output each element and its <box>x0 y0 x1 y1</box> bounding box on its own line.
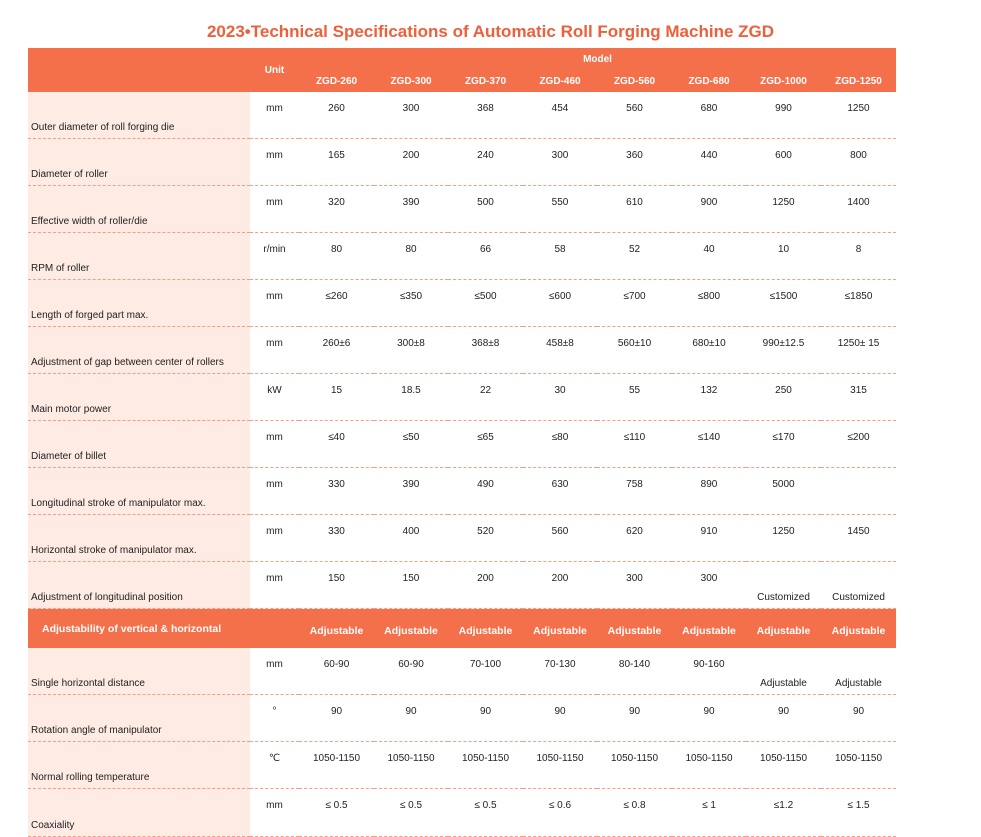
spec-value: 990±12.5 <box>746 327 821 374</box>
spec-value: 560 <box>597 92 672 139</box>
spec-value: 330 <box>299 515 374 562</box>
spec-value: 560±10 <box>597 327 672 374</box>
spec-value: 58 <box>523 233 597 280</box>
spec-value: 66 <box>448 233 523 280</box>
spec-unit: mm <box>250 327 299 374</box>
spec-value: 90 <box>746 695 821 742</box>
spec-value: 1250± 15 <box>821 327 896 374</box>
spec-row <box>28 648 896 695</box>
spec-value: 1250 <box>746 515 821 562</box>
spec-value: 240 <box>448 139 523 186</box>
spec-unit: mm <box>250 92 299 139</box>
spec-label: Outer diameter of roll forging die <box>28 92 250 139</box>
spec-value: 90 <box>821 695 896 742</box>
spec-value: 200 <box>523 562 597 609</box>
spec-value: 80 <box>299 233 374 280</box>
spec-value: 600 <box>746 139 821 186</box>
spec-unit: mm <box>250 648 299 695</box>
section-value: Adjustable <box>374 609 448 649</box>
spec-value: 400 <box>374 515 448 562</box>
spec-value: 620 <box>597 515 672 562</box>
header-model: Model <box>299 48 896 70</box>
spec-label: Coaxiality <box>28 789 250 837</box>
spec-value: 390 <box>374 468 448 515</box>
spec-value: 300 <box>374 92 448 139</box>
spec-row <box>28 515 896 562</box>
spec-value: 1050-1150 <box>746 742 821 789</box>
spec-value: 300 <box>523 139 597 186</box>
section-value: Adjustable <box>821 609 896 649</box>
spec-value: 15 <box>299 374 374 421</box>
spec-value: ≤800 <box>672 280 746 327</box>
spec-value: 300 <box>597 562 672 609</box>
spec-value: ≤1850 <box>821 280 896 327</box>
spec-value: 132 <box>672 374 746 421</box>
spec-value: 990 <box>746 92 821 139</box>
spec-label: RPM of roller <box>28 233 250 280</box>
spec-row <box>28 327 896 374</box>
spec-row <box>28 186 896 233</box>
spec-value: 90 <box>597 695 672 742</box>
page-title: 2023•Technical Specifications of Automatic Roll Forging Machine ZGD <box>206 22 775 41</box>
spec-value: 8 <box>821 233 896 280</box>
spec-value: 55 <box>597 374 672 421</box>
spec-value: ≤ 0.5 <box>374 789 448 837</box>
model-header: ZGD-260 <box>299 70 374 92</box>
spec-value: 22 <box>448 374 523 421</box>
section-value: Adjustable <box>672 609 746 649</box>
spec-value: 1050-1150 <box>448 742 523 789</box>
spec-unit: mm <box>250 139 299 186</box>
spec-value: ≤ 0.8 <box>597 789 672 837</box>
header-blank-2 <box>28 70 250 92</box>
spec-value: 440 <box>672 139 746 186</box>
spec-value: 1050-1150 <box>672 742 746 789</box>
spec-row <box>28 562 896 609</box>
spec-row <box>28 233 896 280</box>
spec-value: 90-160 <box>672 648 746 695</box>
spec-value: 360 <box>597 139 672 186</box>
spec-value: ≤40 <box>299 421 374 468</box>
spec-value: 1050-1150 <box>821 742 896 789</box>
spec-value: 1250 <box>821 92 896 139</box>
spec-value: ≤ 1.5 <box>821 789 896 837</box>
spec-row <box>28 468 896 515</box>
spec-value: 490 <box>448 468 523 515</box>
spec-value: 890 <box>672 468 746 515</box>
spec-value: 500 <box>448 186 523 233</box>
spec-value: ≤500 <box>448 280 523 327</box>
model-header: ZGD-460 <box>523 70 597 92</box>
spec-value: 680 <box>672 92 746 139</box>
spec-value: 458±8 <box>523 327 597 374</box>
spec-value: 368±8 <box>448 327 523 374</box>
spec-unit: mm <box>250 789 299 837</box>
spec-row <box>28 280 896 327</box>
spec-value: ≤600 <box>523 280 597 327</box>
model-header: ZGD-370 <box>448 70 523 92</box>
spec-label: Rotation angle of manipulator <box>28 695 250 742</box>
spec-value: 90 <box>374 695 448 742</box>
header-blank <box>28 48 250 70</box>
section-value: Adjustable <box>746 609 821 649</box>
spec-value: 900 <box>672 186 746 233</box>
spec-value: 1050-1150 <box>374 742 448 789</box>
spec-value: 260±6 <box>299 327 374 374</box>
spec-value: ≤ 0.5 <box>448 789 523 837</box>
spec-value: 1050-1150 <box>523 742 597 789</box>
spec-label: Main motor power <box>28 374 250 421</box>
spec-value: 320 <box>299 186 374 233</box>
spec-value: Adjustable <box>746 648 821 695</box>
spec-label: Length of forged part max. <box>28 280 250 327</box>
spec-label: Diameter of roller <box>28 139 250 186</box>
spec-value: ≤1500 <box>746 280 821 327</box>
spec-value: 1250 <box>746 186 821 233</box>
spec-value: 90 <box>448 695 523 742</box>
spec-value: 1400 <box>821 186 896 233</box>
section-value: Adjustable <box>448 609 523 649</box>
spec-value: ≤ 1 <box>672 789 746 837</box>
spec-value: ≤1.2 <box>746 789 821 837</box>
spec-value: ≤700 <box>597 280 672 327</box>
section-value: Adjustable <box>597 609 672 649</box>
spec-label: Normal rolling temperature <box>28 742 250 789</box>
spec-unit: ℃ <box>250 742 299 789</box>
spec-value: ≤65 <box>448 421 523 468</box>
spec-value: ≤ 0.6 <box>523 789 597 837</box>
spec-value: 40 <box>672 233 746 280</box>
spec-table-body <box>28 48 896 837</box>
model-header: ZGD-300 <box>374 70 448 92</box>
spec-unit: mm <box>250 421 299 468</box>
spec-value: 5000 <box>746 468 821 515</box>
spec-unit: kW <box>250 374 299 421</box>
spec-value: 80-140 <box>597 648 672 695</box>
spec-value: ≤50 <box>374 421 448 468</box>
spec-value: 60-90 <box>299 648 374 695</box>
spec-value: 390 <box>374 186 448 233</box>
spec-unit: mm <box>250 186 299 233</box>
spec-value: 18.5 <box>374 374 448 421</box>
spec-value: 150 <box>374 562 448 609</box>
spec-value: ≤350 <box>374 280 448 327</box>
model-header: ZGD-560 <box>597 70 672 92</box>
spec-value: 1450 <box>821 515 896 562</box>
spec-value: 30 <box>523 374 597 421</box>
spec-value: ≤140 <box>672 421 746 468</box>
section-value: Adjustable <box>523 609 597 649</box>
section-label: Adjustability of vertical & horizontal <box>28 609 299 649</box>
spec-value: 610 <box>597 186 672 233</box>
spec-row <box>28 374 896 421</box>
spec-value: 368 <box>448 92 523 139</box>
spec-value: 70-130 <box>523 648 597 695</box>
spec-value: 800 <box>821 139 896 186</box>
spec-unit: r/min <box>250 233 299 280</box>
spec-value: 90 <box>672 695 746 742</box>
model-header: ZGD-680 <box>672 70 746 92</box>
spec-row <box>28 139 896 186</box>
spec-label: Effective width of roller/die <box>28 186 250 233</box>
spec-unit: mm <box>250 515 299 562</box>
spec-value: 200 <box>374 139 448 186</box>
spec-value: ≤110 <box>597 421 672 468</box>
spec-value: ≤80 <box>523 421 597 468</box>
spec-value: 150 <box>299 562 374 609</box>
spec-value: Adjustable <box>821 648 896 695</box>
spec-value: 630 <box>523 468 597 515</box>
spec-unit: mm <box>250 280 299 327</box>
spec-row <box>28 695 896 742</box>
spec-value: 70-100 <box>448 648 523 695</box>
model-header: ZGD-1000 <box>746 70 821 92</box>
spec-value: 680±10 <box>672 327 746 374</box>
section-value: Adjustable <box>299 609 374 649</box>
spec-value: 250 <box>746 374 821 421</box>
spec-value: 560 <box>523 515 597 562</box>
spec-value: 10 <box>746 233 821 280</box>
spec-value: 300 <box>672 562 746 609</box>
spec-value: 330 <box>299 468 374 515</box>
spec-unit: ° <box>250 695 299 742</box>
spec-label: Longitudinal stroke of manipulator max. <box>28 468 250 515</box>
spec-value: Customized <box>821 562 896 609</box>
spec-value: Customized <box>746 562 821 609</box>
header-row-models <box>28 70 896 92</box>
spec-value: 454 <box>523 92 597 139</box>
spec-value: 90 <box>523 695 597 742</box>
spec-value: 80 <box>374 233 448 280</box>
spec-value: 200 <box>448 562 523 609</box>
spec-value: 52 <box>597 233 672 280</box>
spec-value: 550 <box>523 186 597 233</box>
spec-value: 300±8 <box>374 327 448 374</box>
header-unit: Unit <box>250 48 299 92</box>
spec-value: 1050-1150 <box>299 742 374 789</box>
spec-label: Diameter of billet <box>28 421 250 468</box>
spec-value: 520 <box>448 515 523 562</box>
spec-value: 758 <box>597 468 672 515</box>
spec-row <box>28 92 896 139</box>
spec-unit: mm <box>250 468 299 515</box>
spec-row <box>28 421 896 468</box>
spec-value: ≤170 <box>746 421 821 468</box>
spec-value: ≤200 <box>821 421 896 468</box>
spec-value: 90 <box>299 695 374 742</box>
spec-unit: mm <box>250 562 299 609</box>
spec-value: 60-90 <box>374 648 448 695</box>
spec-value: 315 <box>821 374 896 421</box>
model-header: ZGD-1250 <box>821 70 896 92</box>
spec-row <box>28 742 896 789</box>
spec-value: 260 <box>299 92 374 139</box>
spec-label: Adjustment of longitudinal position <box>28 562 250 609</box>
header-row-top <box>28 48 896 70</box>
spec-value: 165 <box>299 139 374 186</box>
spec-value: 910 <box>672 515 746 562</box>
spec-label: Horizontal stroke of manipulator max. <box>28 515 250 562</box>
spec-label: Adjustment of gap between center of rollers <box>28 327 250 374</box>
section-row <box>28 609 896 649</box>
spec-value: 1050-1150 <box>597 742 672 789</box>
spec-value: ≤260 <box>299 280 374 327</box>
spec-row <box>28 789 896 837</box>
spec-label: Single horizontal distance <box>28 648 250 695</box>
spec-value: ≤ 0.5 <box>299 789 374 837</box>
spec-value <box>821 468 896 515</box>
spec-table <box>28 48 896 837</box>
